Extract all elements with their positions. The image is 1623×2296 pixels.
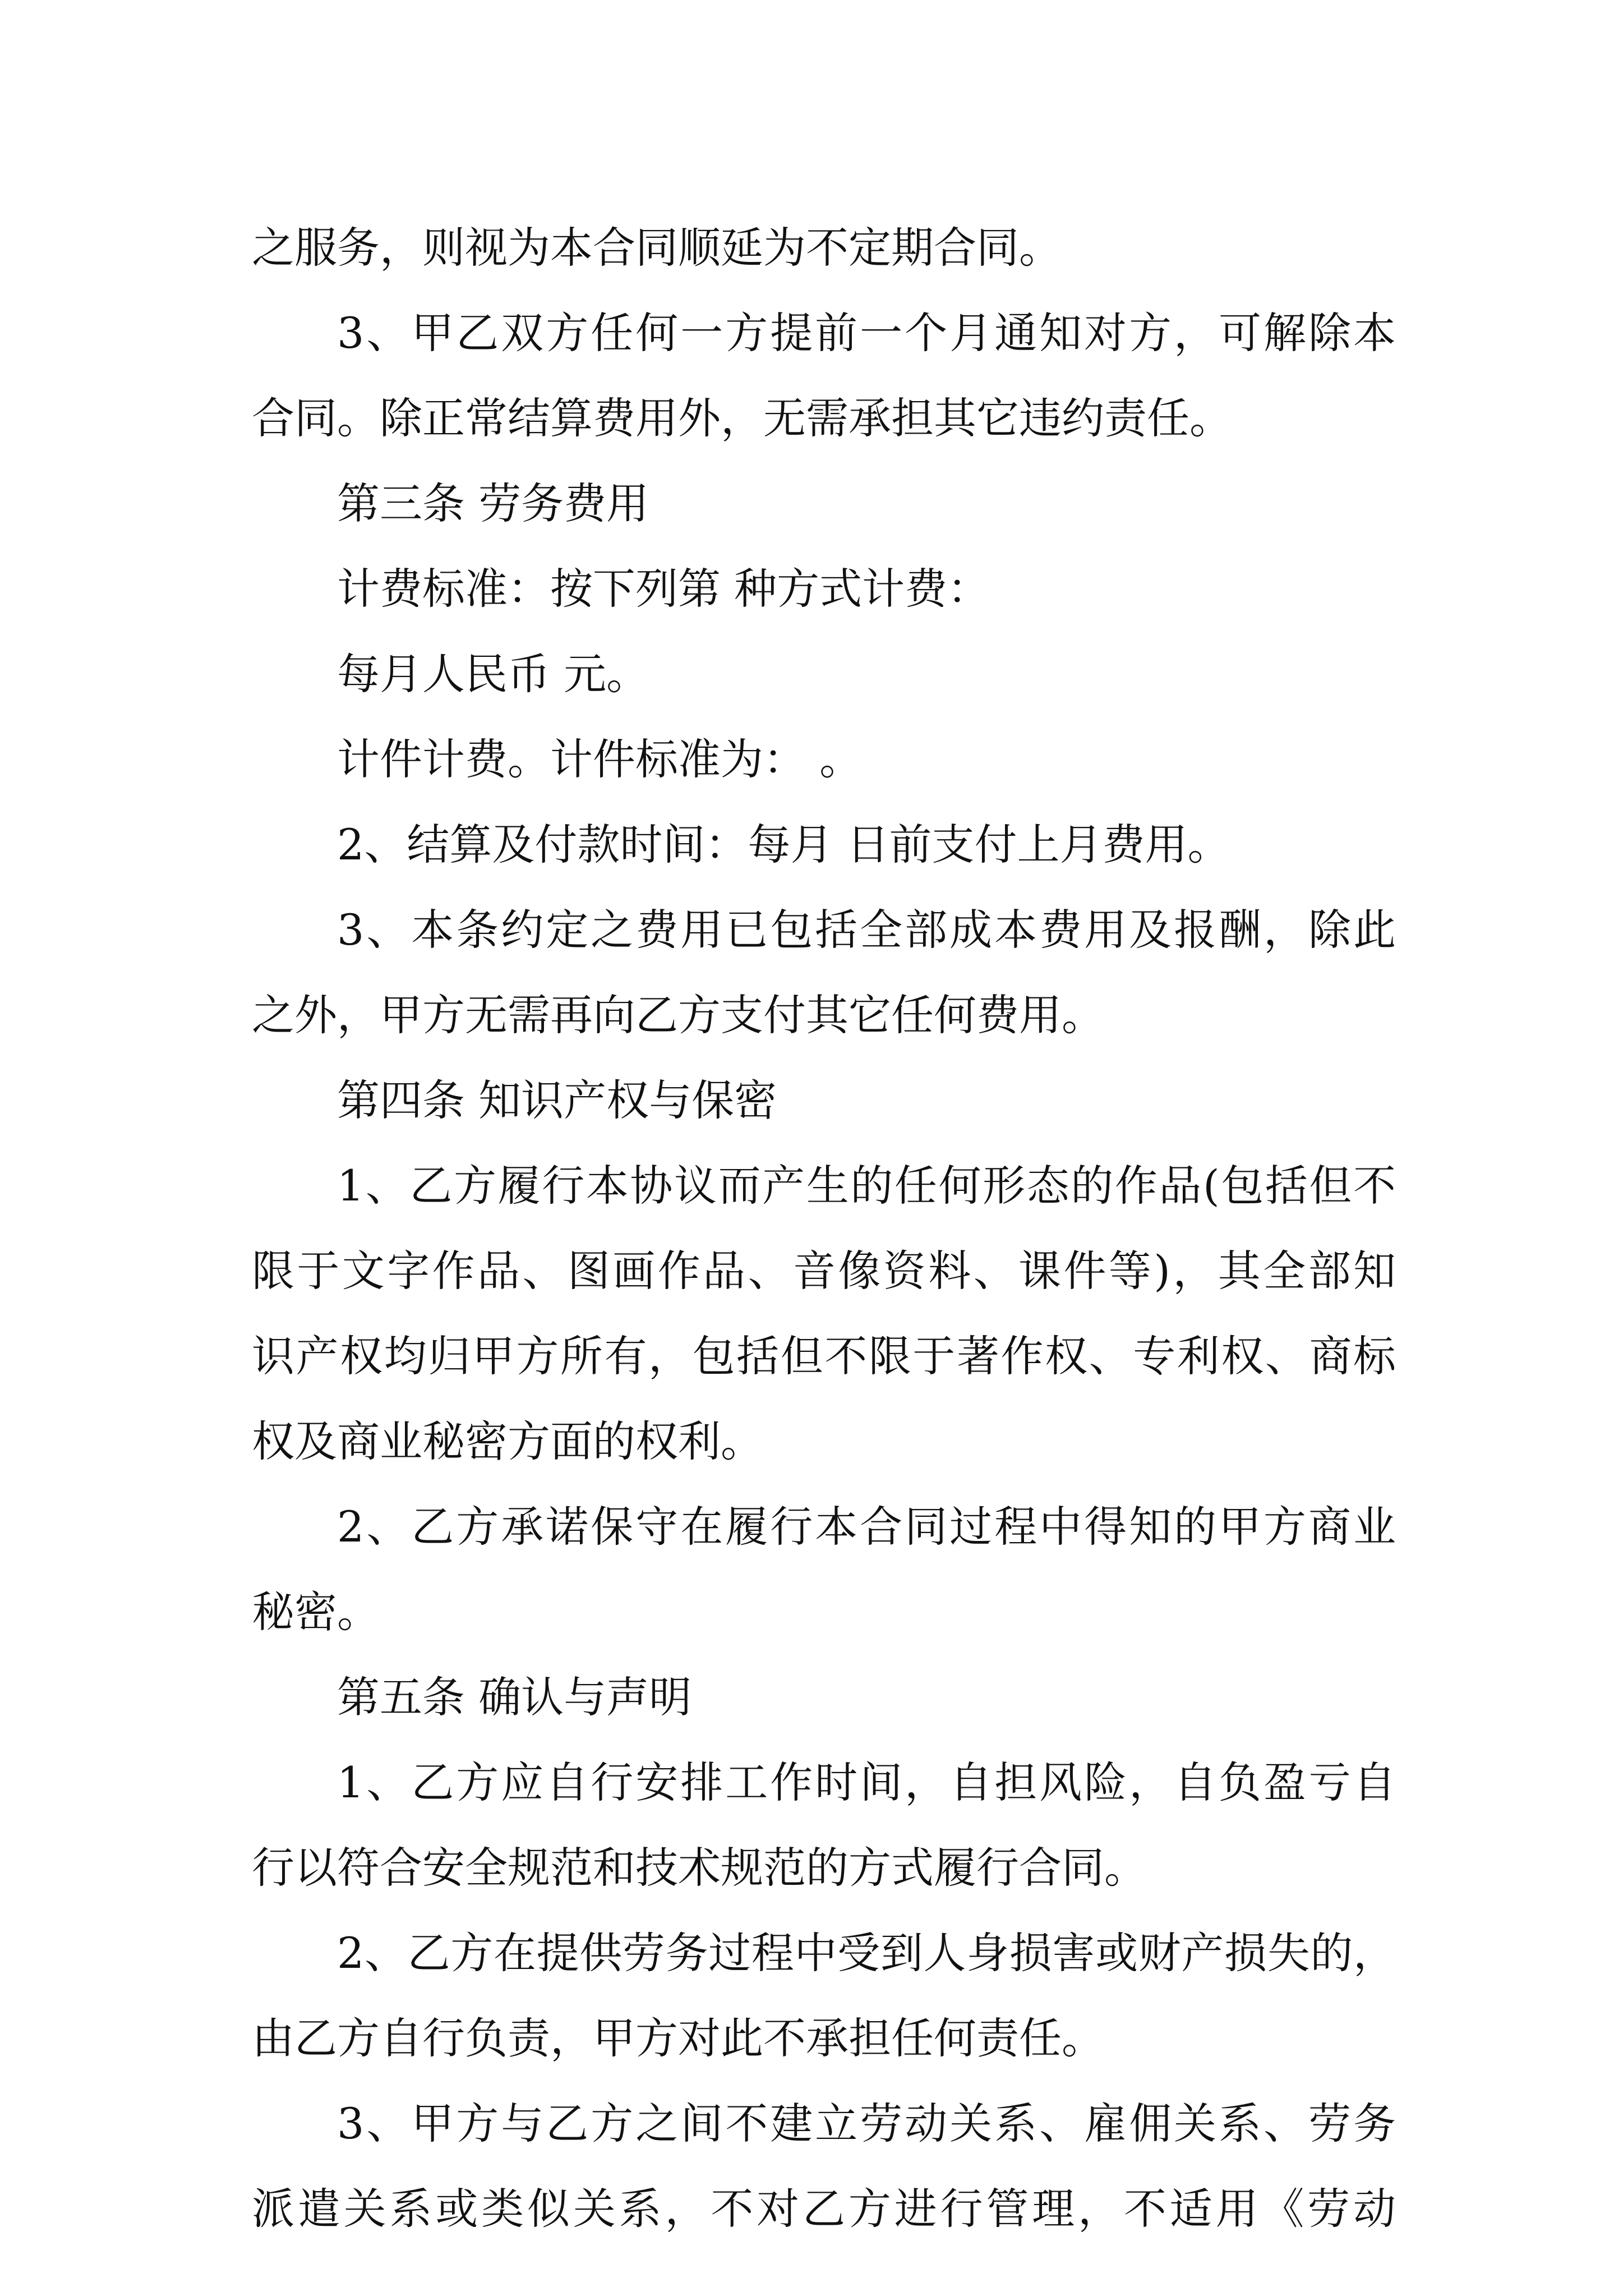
text-line: 计件计费。计件标准为： 。 (337, 734, 863, 784)
text-line: 每月人民币 元。 (337, 649, 649, 699)
text-line: 行以符合安全规范和技术规范的方式履行合同。 (252, 1843, 1147, 1893)
text-line: 1、乙方履行本协议而产生的任何形态的作品(包括但不 (337, 1161, 1396, 1211)
text-line: 3、甲方与乙方之间不建立劳动关系、雇佣关系、劳务 (337, 2099, 1396, 2148)
text-line: 识产权均归甲方所有，包括但不限于著作权、专利权、商标 (252, 1331, 1396, 1381)
text-line: 限于文字作品、图画作品、音像资料、课件等)，其全部知 (252, 1246, 1396, 1296)
text-line: 计费标准：按下列第 种方式计费： (337, 564, 990, 614)
section-heading: 第三条 劳务费用 (337, 478, 649, 528)
text-line: 秘密。 (252, 1587, 380, 1637)
document-body (252, 205, 1396, 2252)
text-line: 之服务，则视为本合同顺延为不定期合同。 (252, 223, 1062, 273)
text-line: 3、甲乙双方任何一方提前一个月通知对方，可解除本 (337, 308, 1396, 358)
text-line: 2、乙方承诺保守在履行本合同过程中得知的甲方商业 (337, 1502, 1396, 1552)
text-line: 合同。除正常结算费用外，无需承担其它违约责任。 (252, 393, 1232, 443)
text-line: 派遣关系或类似关系，不对乙方进行管理，不适用《劳动 (252, 2184, 1396, 2234)
text-line: 2、乙方在提供劳务过程中受到人身损害或财产损失的， (337, 1928, 1396, 1978)
section-heading: 第四条 知识产权与保密 (337, 1075, 777, 1125)
text-line: 由乙方自行负责，甲方对此不承担任何责任。 (252, 2013, 1104, 2063)
text-line: 权及商业秘密方面的权利。 (252, 1416, 763, 1466)
text-line: 之外，甲方无需再向乙方支付其它任何费用。 (252, 990, 1104, 1040)
text-line: 3、本条约定之费用已包括全部成本费用及报酬，除此 (337, 905, 1396, 955)
section-heading: 第五条 确认与声明 (337, 1672, 692, 1722)
text-line: 1、乙方应自行安排工作时间，自担风险，自负盈亏自 (337, 1757, 1396, 1807)
text-line: 2、结算及付款时间：每月 日前支付上月费用。 (337, 820, 1230, 869)
